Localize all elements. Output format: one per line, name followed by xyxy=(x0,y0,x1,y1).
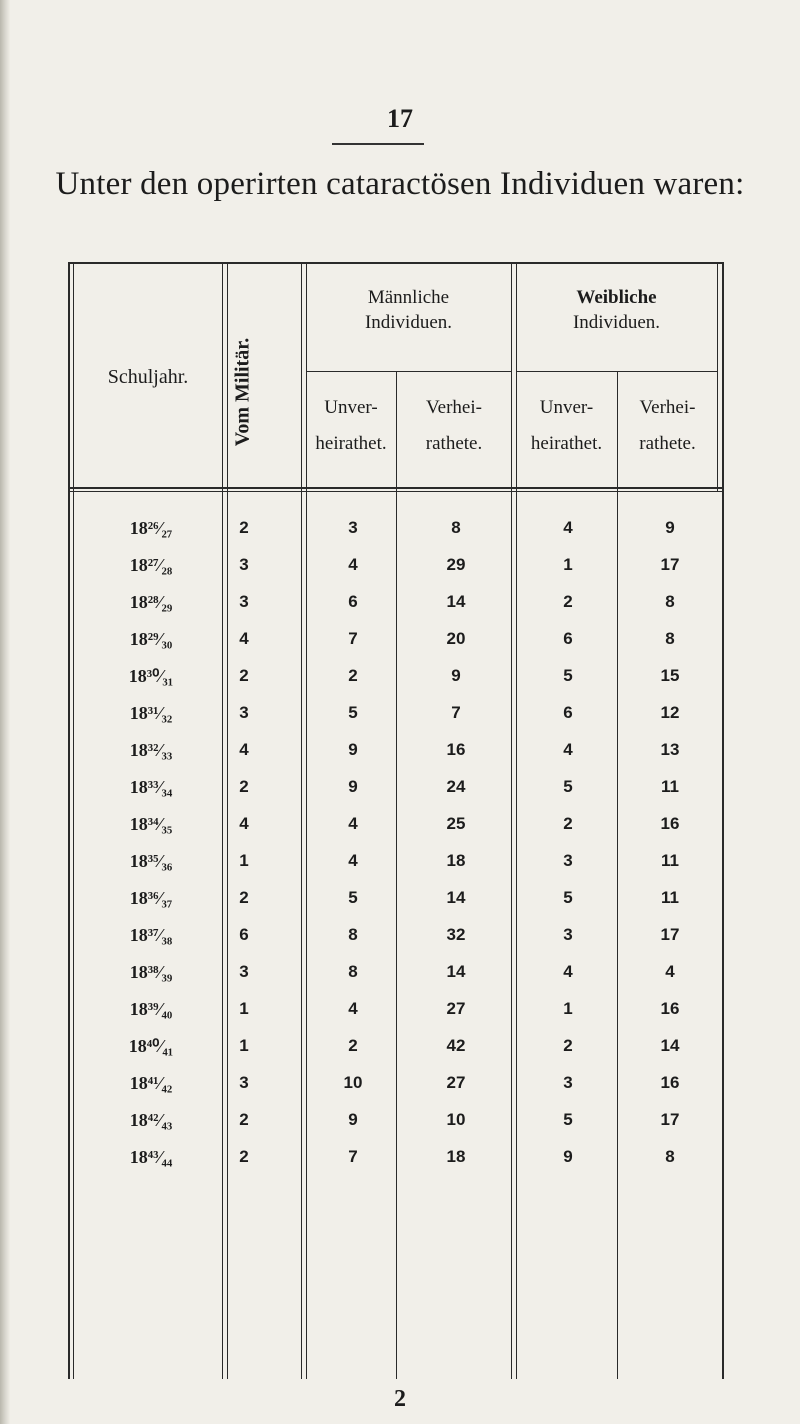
cell-female-married: 11 xyxy=(661,777,679,796)
cell-male-unmarried: 9 xyxy=(348,1110,358,1129)
cell-year: 18³⁰⁄₃₁ xyxy=(128,666,174,686)
cell-male-unmarried: 4 xyxy=(348,851,358,870)
cell-female-unmarried: 2 xyxy=(563,1036,573,1055)
cell-year: 18³⁷⁄₃₈ xyxy=(129,925,173,945)
cell-male-married: 27 xyxy=(446,1073,466,1092)
cell-female-married: 16 xyxy=(660,1073,680,1092)
cell-military: 2 xyxy=(239,518,249,537)
header-military: Vom Militär. xyxy=(231,337,254,447)
cell-year: 18³⁹⁄₄₀ xyxy=(129,999,173,1019)
cell-male-unmarried: 8 xyxy=(348,925,358,944)
cell-female-unmarried: 3 xyxy=(563,925,573,944)
header-male-group xyxy=(306,286,511,335)
header-male-unmarried-line2: heirathet. xyxy=(315,433,387,455)
page-number: 17 xyxy=(387,104,413,133)
cell-female-married: 11 xyxy=(661,888,679,907)
table-row xyxy=(0,918,800,952)
cell-female-married: 8 xyxy=(665,592,675,611)
cell-military: 2 xyxy=(239,666,249,685)
cell-year: 18⁴¹⁄₄₂ xyxy=(129,1073,173,1093)
cell-male-unmarried: 3 xyxy=(348,518,358,537)
table-row xyxy=(0,511,800,545)
table-row xyxy=(0,1103,800,1137)
cell-male-married: 16 xyxy=(446,740,466,759)
cell-year: 18²⁹⁄₃₀ xyxy=(129,629,173,649)
cell-female-unmarried: 6 xyxy=(563,629,573,648)
table-row xyxy=(0,807,800,841)
cell-female-married: 4 xyxy=(665,962,675,981)
header-male-married-line1: Verhei- xyxy=(426,397,482,418)
cell-military: 2 xyxy=(239,888,249,907)
cell-military: 1 xyxy=(239,851,249,870)
cell-male-married: 10 xyxy=(446,1110,466,1129)
cell-year: 18²⁶⁄₂₇ xyxy=(129,518,173,538)
cell-male-unmarried: 2 xyxy=(348,666,358,685)
table-right-border-inner xyxy=(717,262,718,492)
header-female-unmarried-line2: heirathet. xyxy=(530,433,603,455)
cell-male-unmarried: 7 xyxy=(348,1147,358,1166)
cell-military: 3 xyxy=(239,555,249,574)
cell-year: 18³³⁄₃₄ xyxy=(129,777,173,797)
table-row xyxy=(0,955,800,989)
cell-male-unmarried: 4 xyxy=(348,999,358,1018)
cell-year: 18³²⁄₃₃ xyxy=(129,740,173,760)
cell-male-unmarried: 5 xyxy=(348,703,358,722)
page-title: Unter den operirten cataractösen Individuen waren: xyxy=(55,166,745,202)
cell-male-married: 14 xyxy=(446,962,466,981)
cell-female-married: 16 xyxy=(660,999,680,1018)
cell-male-married: 7 xyxy=(451,703,461,722)
table-row xyxy=(0,696,800,730)
cell-year: 18³⁸⁄₃₉ xyxy=(129,962,173,982)
header-bottom-rule-b xyxy=(70,491,722,492)
cell-male-unmarried: 4 xyxy=(348,555,358,574)
cell-male-unmarried: 9 xyxy=(348,777,358,796)
cell-year: 18²⁸⁄₂₉ xyxy=(129,592,173,612)
table-row xyxy=(0,844,800,878)
cell-year: 18³⁵⁄₃₆ xyxy=(129,851,173,871)
cell-male-married: 32 xyxy=(446,925,466,944)
cell-female-married: 17 xyxy=(660,555,680,574)
cell-female-unmarried: 5 xyxy=(563,888,573,907)
header-male-unmarried xyxy=(306,390,396,462)
header-male-line2: Individuen. xyxy=(364,311,453,333)
cell-male-unmarried: 9 xyxy=(348,740,358,759)
cell-male-married: 8 xyxy=(451,518,461,537)
cell-military: 2 xyxy=(239,1110,249,1129)
cell-military: 1 xyxy=(239,1036,249,1055)
cell-male-unmarried: 4 xyxy=(348,814,358,833)
cell-military: 1 xyxy=(239,999,249,1018)
cell-female-unmarried: 6 xyxy=(563,703,573,722)
header-male-married xyxy=(397,390,511,462)
table-row xyxy=(0,548,800,582)
cell-male-married: 9 xyxy=(451,666,461,685)
header-male-married-line2: rathete. xyxy=(425,433,483,455)
table-top-border xyxy=(70,262,722,264)
cell-military: 4 xyxy=(239,814,249,833)
cell-male-unmarried: 8 xyxy=(348,962,358,981)
header-female-group xyxy=(516,286,717,335)
cell-female-married: 11 xyxy=(661,851,679,870)
header-female-line2: Individuen. xyxy=(572,311,661,333)
cell-military: 6 xyxy=(239,925,249,944)
cell-military: 3 xyxy=(239,962,249,981)
group-header-rule-female xyxy=(516,371,717,372)
cell-year: 18⁴²⁄₄₃ xyxy=(129,1110,173,1130)
cell-female-unmarried: 2 xyxy=(563,592,573,611)
cell-year: 18²⁷⁄₂₈ xyxy=(129,555,173,575)
header-female-unmarried-line1: Unver- xyxy=(539,397,594,418)
cell-year: 18⁴³⁄₄₄ xyxy=(129,1147,173,1167)
table-row xyxy=(0,659,800,693)
header-female-married-line2: rathete. xyxy=(639,433,696,455)
cell-male-married: 18 xyxy=(446,851,466,870)
cell-female-married: 13 xyxy=(660,740,680,759)
cell-male-married: 42 xyxy=(446,1036,466,1055)
cell-year: 18³⁴⁄₃₅ xyxy=(129,814,173,834)
table-row xyxy=(0,622,800,656)
table-row xyxy=(0,770,800,804)
cell-female-unmarried: 5 xyxy=(563,666,573,685)
table-row xyxy=(0,992,800,1026)
header-female-married xyxy=(618,390,717,462)
header-female-married-line1: Verhei- xyxy=(639,397,696,418)
cell-female-married: 15 xyxy=(660,666,680,685)
cell-male-married: 24 xyxy=(446,777,466,796)
cell-female-married: 8 xyxy=(665,1147,675,1166)
cell-female-married: 8 xyxy=(665,629,675,648)
cell-year: 18³⁶⁄₃₇ xyxy=(129,888,173,908)
cell-male-unmarried: 6 xyxy=(348,592,358,611)
header-male-line1: Männliche xyxy=(367,287,450,308)
cell-female-married: 17 xyxy=(660,925,680,944)
cell-male-married: 18 xyxy=(446,1147,466,1166)
cell-female-unmarried: 3 xyxy=(563,851,573,870)
cell-year: 18⁴⁰⁄₄₁ xyxy=(128,1036,174,1056)
cell-military: 2 xyxy=(239,1147,249,1166)
cell-female-unmarried: 1 xyxy=(563,555,573,574)
header-year: Schuljahr. xyxy=(107,366,189,388)
cell-male-married: 27 xyxy=(446,999,466,1018)
cell-female-unmarried: 2 xyxy=(563,814,573,833)
cell-year: 18³¹⁄₃₂ xyxy=(129,703,173,723)
header-male-unmarried-line1: Unver- xyxy=(324,397,378,418)
cell-female-unmarried: 1 xyxy=(563,999,573,1018)
header-female-line1: Weibliche xyxy=(576,287,657,308)
cell-military: 4 xyxy=(239,740,249,759)
table-row xyxy=(0,733,800,767)
header-female-unmarried xyxy=(516,390,617,462)
cell-female-unmarried: 9 xyxy=(563,1147,573,1166)
table-row xyxy=(0,585,800,619)
cell-male-married: 29 xyxy=(446,555,466,574)
cell-male-unmarried: 7 xyxy=(348,629,358,648)
cell-female-married: 9 xyxy=(665,518,675,537)
cell-military: 3 xyxy=(239,1073,249,1092)
cell-male-married: 25 xyxy=(446,814,466,833)
cell-male-married: 14 xyxy=(446,888,466,907)
cell-female-unmarried: 3 xyxy=(563,1073,573,1092)
cell-female-unmarried: 4 xyxy=(563,962,573,981)
cell-female-married: 14 xyxy=(660,1036,680,1055)
group-header-rule-male xyxy=(306,371,511,372)
cell-female-married: 12 xyxy=(660,703,680,722)
header-bottom-rule-a xyxy=(70,487,722,489)
cell-male-married: 14 xyxy=(446,592,466,611)
table-row xyxy=(0,1140,800,1174)
cell-female-married: 16 xyxy=(660,814,680,833)
cell-female-unmarried: 5 xyxy=(563,777,573,796)
cell-male-unmarried: 10 xyxy=(343,1073,363,1092)
cell-female-unmarried: 4 xyxy=(563,518,573,537)
cell-male-unmarried: 5 xyxy=(348,888,358,907)
cell-male-married: 20 xyxy=(446,629,466,648)
table-row xyxy=(0,881,800,915)
cell-female-married: 17 xyxy=(660,1110,680,1129)
cell-male-unmarried: 2 xyxy=(348,1036,358,1055)
cell-female-unmarried: 5 xyxy=(563,1110,573,1129)
cell-military: 3 xyxy=(239,703,249,722)
page-number-rule xyxy=(332,143,424,145)
cell-military: 4 xyxy=(239,629,249,648)
cell-military: 2 xyxy=(239,777,249,796)
cell-female-unmarried: 4 xyxy=(563,740,573,759)
table-row xyxy=(0,1066,800,1100)
cell-military: 3 xyxy=(239,592,249,611)
table-row xyxy=(0,1029,800,1063)
signature-mark: 2 xyxy=(394,1386,406,1412)
